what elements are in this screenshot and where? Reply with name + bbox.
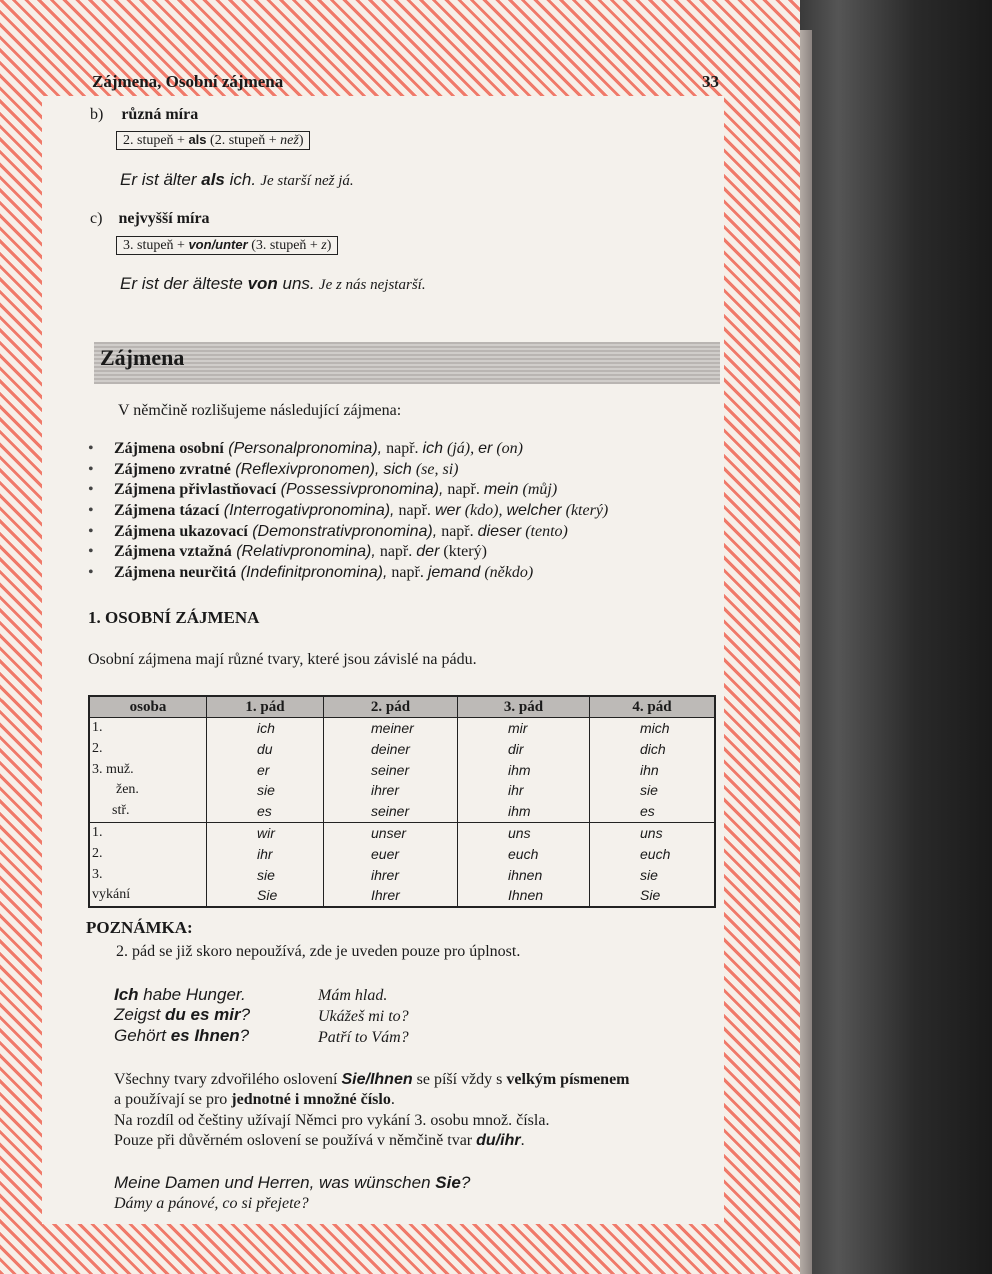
item-c-title: nejvyšší míra [118, 210, 210, 227]
section-intro: V němčině rozlišujeme následující zájmena: [118, 402, 402, 419]
list-item: • Zájmena osobní (Personalpronomina), např. ich (já), er (on) [88, 440, 523, 457]
table-row-plural [89, 822, 715, 907]
list-item: • Zájmena přivlastňovací (Possessivpronomina), např. mein (můj) [88, 481, 558, 499]
item-c [90, 210, 210, 228]
background-dark [800, 0, 992, 1274]
item-c-label: c) [90, 210, 103, 227]
note-paragraph-1: Všechny tvary zdvořilého oslovení Sie/Ihnen se píší vždy s velkým písmenem [114, 1071, 630, 1088]
page-number: 33 [702, 72, 719, 91]
note-line: 2. pád se již skoro nepoužívá, zde je uveden pouze pro úplnost. [116, 943, 521, 960]
final-example: Meine Damen und Herren, was wünschen Sie? [114, 1173, 471, 1192]
example-c: Er ist der älteste von uns. Je z nás nejstarší. [120, 274, 426, 293]
item-b [90, 106, 198, 124]
formula-box-c: 3. stupeň + von/unter (3. stupeň + z) [116, 236, 338, 255]
table-header: 4. pád [590, 696, 716, 718]
cell-pad3: uns euch ihnen Ihnen [458, 822, 590, 907]
note-example-1: Ich habe Hunger. [114, 985, 246, 1004]
cell-osoba: 1. 2. 3. vykání [89, 822, 207, 907]
note-translation-2: Ukážeš mi to? [318, 1008, 409, 1025]
note-example-2: Zeigst du es mir? [114, 1005, 251, 1024]
cell-osoba: 1. 2. 3. muž. žen. stř. [89, 718, 207, 823]
subsection-intro: Osobní zájmena mají různé tvary, které jsou závislé na pádu. [88, 651, 477, 668]
formula-box-b: 2. stupeň + als (2. stupeň + než) [116, 131, 310, 150]
example-b: Er ist älter als ich. Je starší než já. [120, 170, 354, 189]
table-header: osoba [89, 696, 207, 718]
note-paragraph-2: a používají se pro jednotné i množné číslo. [114, 1091, 395, 1108]
pronoun-types-list [88, 440, 608, 585]
note-translation-3: Patří to Vám? [318, 1029, 409, 1046]
running-header: Zájmena, Osobní zájmena [92, 72, 284, 91]
note-example-3: Gehört es Ihnen? [114, 1026, 250, 1045]
table-header: 1. pád [207, 696, 324, 718]
cell-pad1: ich du er sie es [207, 718, 324, 823]
cell-pad3: mir dir ihm ihr ihm [458, 718, 590, 823]
list-item: • Zájmena tázací (Interrogativpronomina), např. wer (kdo), welcher (který) [88, 502, 609, 520]
list-item: • Zájmena ukazovací (Demonstrativpronomina), např. dieser (tento) [88, 522, 568, 540]
item-b-title: různá míra [121, 106, 199, 123]
list-item: • Zájmena neurčitá (Indefinitpronomina), např. jemand (někdo) [88, 564, 534, 582]
note-paragraph-4: Pouze při důvěrném oslovení se používá v němčině tvar du/ihr. [114, 1132, 525, 1149]
section-band [94, 342, 720, 384]
table-row-singular [89, 718, 715, 823]
final-translation: Dámy a pánové, co si přejete? [114, 1195, 309, 1212]
cell-pad2: unser euer ihrer Ihrer [324, 822, 458, 907]
subsection-heading: 1. OSOBNÍ ZÁJMENA [88, 608, 260, 627]
section-title: Zájmena [100, 345, 185, 370]
list-item: • Zájmeno zvratné (Reflexivpronomen), sich (se, si) [88, 460, 459, 478]
note-translation-1: Mám hlad. [318, 987, 388, 1004]
cell-pad2: meiner deiner seiner ihrer seiner [324, 718, 458, 823]
table-header: 2. pád [324, 696, 458, 718]
item-b-label: b) [90, 106, 104, 123]
table-header: 3. pád [458, 696, 590, 718]
cell-pad1: wir ihr sie Sie [207, 822, 324, 907]
personal-pronoun-table [88, 695, 716, 908]
note-paragraph-3: Na rozdíl od češtiny užívají Němci pro vykání 3. osobu množ. čísla. [114, 1112, 550, 1129]
list-item: • Zájmena vztažná (Relativpronomina), např. der (který) [88, 543, 487, 561]
note-title: POZNÁMKA: [86, 918, 193, 937]
cell-pad4: uns euch sie Sie [590, 822, 716, 907]
cell-pad4: mich dich ihn sie es [590, 718, 716, 823]
